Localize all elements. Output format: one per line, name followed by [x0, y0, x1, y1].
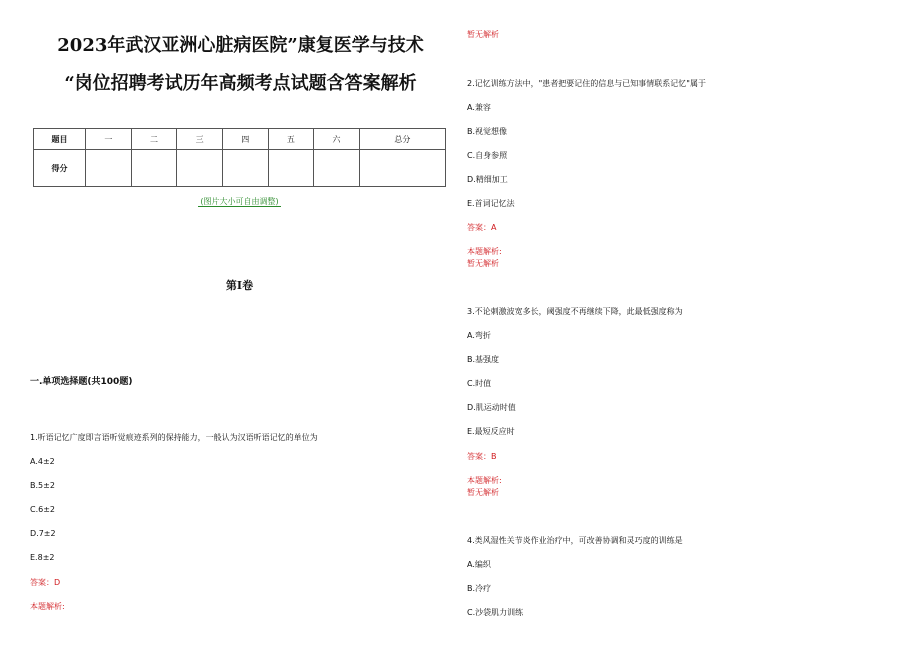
question-2-analysis-text: 暂无解析	[467, 259, 499, 268]
question-1-option-d: D.7±2	[30, 529, 56, 538]
score-cell	[177, 150, 223, 187]
question-3-answer: 答案：B	[467, 452, 497, 461]
question-1-analysis-text: 暂无解析	[467, 30, 499, 39]
question-1-option-b: B.5±2	[30, 481, 55, 490]
question-4-option-a: A.编织	[467, 560, 491, 569]
question-3-option-e: E.最短反应时	[467, 427, 515, 436]
question-1-option-c: C.6±2	[30, 505, 56, 514]
header-cell: 总分	[359, 129, 445, 150]
question-3-analysis-label: 本题解析:	[467, 476, 502, 485]
document-title-line-1: 2023年武汉亚洲心脏病医院”康复医学与技术	[57, 35, 424, 56]
question-3-option-c: C.时值	[467, 379, 492, 388]
header-cell: 一	[86, 129, 132, 150]
question-4-text: 4.类风湿性关节炎作业治疗中，可改善协调和灵巧度的训练是	[467, 536, 683, 545]
question-4-option-b: B.冷疗	[467, 584, 492, 593]
score-cell	[86, 150, 132, 187]
score-table-header-row	[34, 129, 446, 150]
score-cell	[131, 150, 177, 187]
section-heading: 一.单项选择题(共100题)	[30, 377, 133, 387]
question-1-option-a: A.4±2	[30, 457, 55, 466]
header-cell: 三	[177, 129, 223, 150]
header-cell: 题目	[34, 129, 86, 150]
header-cell: 四	[222, 129, 268, 150]
question-2-option-a: A.兼容	[467, 103, 491, 112]
header-cell: 五	[268, 129, 314, 150]
score-cell	[268, 150, 314, 187]
score-cell	[359, 150, 445, 187]
question-2-option-b: B.视觉想像	[467, 127, 508, 136]
score-table-score-row	[34, 150, 446, 187]
question-2-text: 2.记忆训练方法中，"患者把要记住的信息与已知事情联系记忆"属于	[467, 79, 706, 88]
header-cell: 二	[131, 129, 177, 150]
question-4-option-c: C.沙袋肌力训练	[467, 608, 524, 617]
question-3-option-b: B.基强度	[467, 355, 500, 364]
row-label-cell: 得分	[34, 150, 86, 187]
question-2-analysis-label: 本题解析:	[467, 247, 502, 256]
image-caption: (图片大小可自由调整)	[200, 197, 279, 206]
score-table	[33, 128, 446, 187]
question-2-option-d: D.精细加工	[467, 175, 508, 184]
header-cell: 六	[314, 129, 360, 150]
question-2-answer: 答案：A	[467, 223, 497, 232]
question-1-text: 1.听语记忆广度即言语听觉痕迹系列的保持能力，一般认为汉语听语记忆的单位为	[30, 433, 318, 442]
question-3-option-d: D.肌运动时值	[467, 403, 516, 412]
question-2-option-e: E.首词记忆法	[467, 199, 515, 208]
score-cell	[314, 150, 360, 187]
question-1-analysis-label: 本题解析:	[30, 602, 65, 611]
question-3-option-a: A.弯折	[467, 331, 491, 340]
document-title-line-2: “岗位招聘考试历年高频考点试题含答案解析	[64, 73, 417, 94]
question-3-analysis-text: 暂无解析	[467, 488, 499, 497]
question-3-text: 3.不论刺激波宽多长，阈强度不再继续下降，此最低强度称为	[467, 307, 683, 316]
score-cell	[222, 150, 268, 187]
question-2-option-c: C.自身参照	[467, 151, 508, 160]
question-1-answer: 答案：D	[30, 578, 61, 587]
volume-heading: 第I卷	[225, 279, 254, 292]
question-1-option-e: E.8±2	[30, 553, 55, 562]
